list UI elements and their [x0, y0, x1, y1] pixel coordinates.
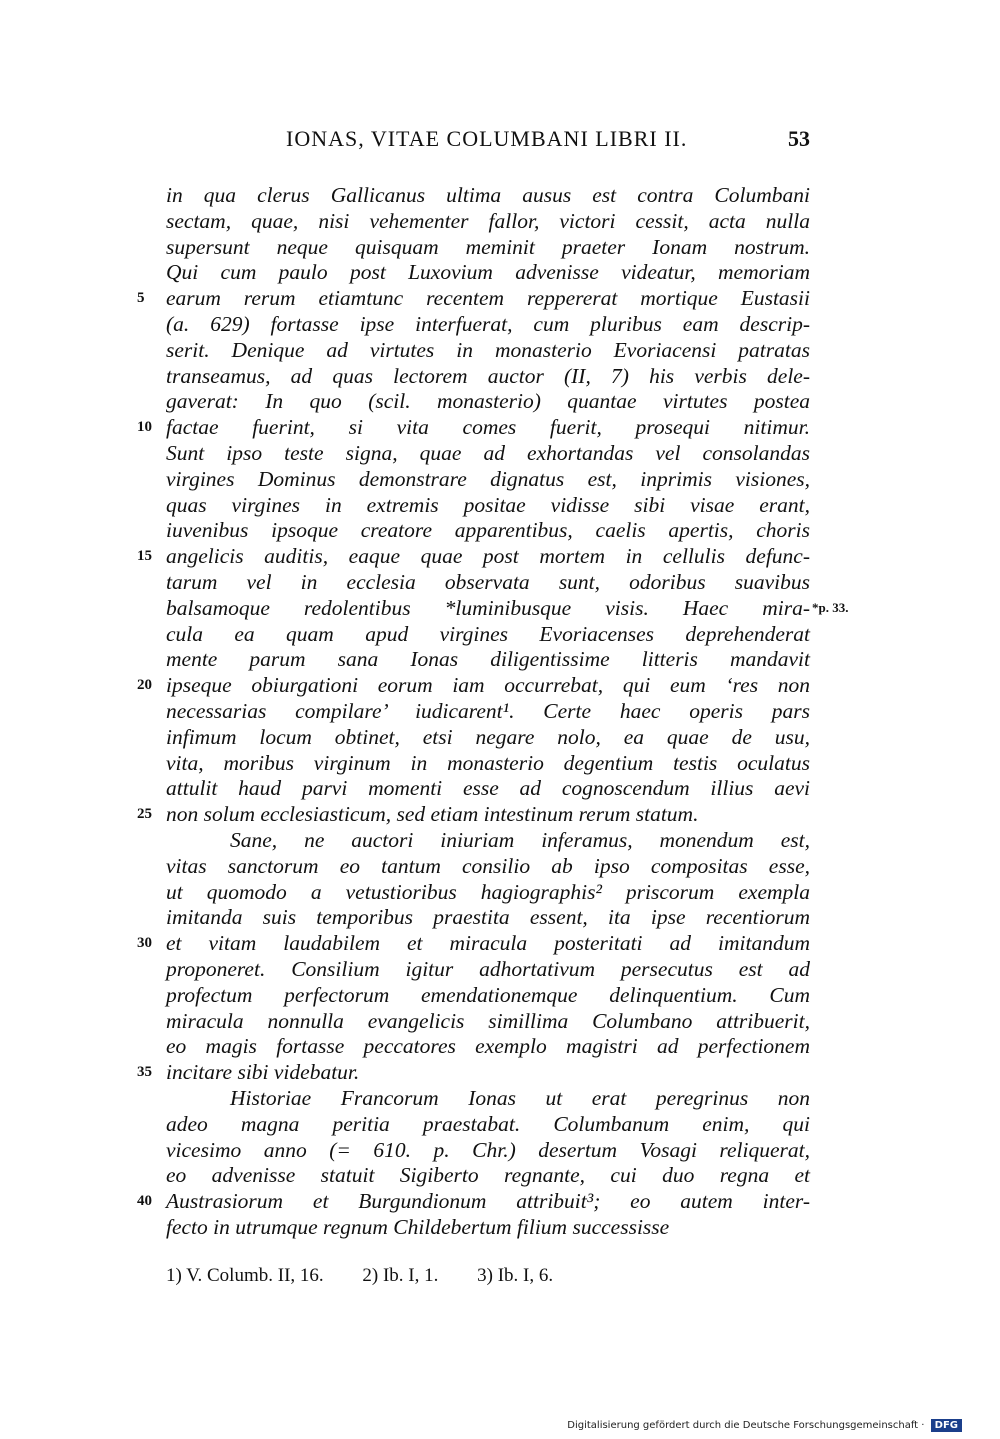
text-line: quas virgines in extremis positae vidisse sibi visae erant,	[166, 492, 810, 517]
text-line: ipseque obiurgationi eorum iam occurrebat, qui eum ‘res non	[166, 673, 810, 698]
text-line: proponeret. Consilium igitur adhortativum persecutus est ad	[166, 957, 810, 981]
line-number: 40	[137, 1193, 152, 1210]
footnote-3: 3) Ib. I, 6.	[477, 1265, 554, 1286]
text-line: eo advenisse statuit Sigiberto regnante, cui duo regna et	[166, 1163, 810, 1188]
text-line: earum rerum etiamtunc recentem reppererat mortique Eustasii	[166, 286, 810, 311]
text-line: virgines Dominus demonstrare dignatus est, inprimis visiones,	[166, 466, 810, 491]
text-line: vicesimo anno (= 610. p. Chr.) desertum Vosagi reliquerat,	[166, 1137, 810, 1162]
text-line: et vitam laudabilem et miracula posteritati ad imitandum	[166, 931, 810, 956]
text-line: Sane, ne auctori iniuriam inferamus, monendum est,	[230, 828, 810, 852]
text-line: in qua clerus Gallicanus ultima ausus est contra Columbani	[166, 183, 810, 207]
text-line: vita, moribus virginum in monasterio degentium testis oculatus	[166, 750, 810, 775]
dfg-logo: DFG	[931, 1419, 962, 1432]
text-line: vitas sanctorum eo tantum consilio ab ipso compositas esse,	[166, 853, 810, 878]
text-line: transeamus, ad quas lectorem auctor (II, 7) his verbis dele-	[166, 363, 810, 388]
text-line: imitanda suis temporibus praestita essent, ita ipse recentiorum	[166, 905, 810, 930]
text-line: miracula nonnulla evangelicis simillima Columbano attribuerit,	[166, 1008, 810, 1033]
line-number: 15	[137, 548, 152, 565]
running-header	[166, 126, 810, 156]
text-line: Sunt ipso teste signa, quae ad exhortandas vel consolandas	[166, 441, 810, 465]
line-number: 20	[137, 677, 152, 694]
text-line: iuvenibus ipsoque creatore apparentibus, caelis apertis, choris	[166, 518, 810, 543]
text-line: cula ea quam apud virgines Evoriacenses deprehenderat	[166, 621, 810, 646]
line-number: 30	[137, 935, 152, 952]
text-line: sectam, quae, nisi vehementer fallor, victori cessit, acta nulla	[166, 208, 810, 233]
credit-text: Digitalisierung gefördert durch die Deutsche Forschungsgemeinschaft	[567, 1420, 919, 1431]
text-line: incitare sibi videbatur.	[166, 1060, 360, 1085]
header-title: IONAS, VITAE COLUMBANI LIBRI II.	[286, 126, 688, 151]
text-line: Austrasiorum et Burgundionum attribuit³; eo autem inter-	[166, 1189, 810, 1214]
text-line: profectum perfectorum emendationemque delinquentium. Cum	[166, 982, 810, 1007]
text-line: ut quomodo a vetustioribus hagiographis² priscorum exempla	[166, 879, 810, 904]
line-number: 35	[137, 1064, 152, 1081]
text-line: serit. Denique ad virtutes in monasterio Evoriacensi patratas	[166, 337, 810, 362]
text-line: (a. 629) fortasse ipse interfuerat, cum pluribus eam descrip-	[166, 312, 810, 336]
digitization-credit: Digitalisierung gefördert durch die Deutsche Forschungsgemeinschaft · DFG	[567, 1419, 962, 1432]
text-line: non solum ecclesiasticum, sed etiam intestinum rerum statum.	[166, 802, 699, 827]
text-line: infimum locum obtinet, etsi negare nolo, ea quae de usu,	[166, 724, 810, 749]
margin-page-reference: *p. 33.	[812, 599, 849, 615]
text-line: factae fuerint, si vita comes fuerit, prosequi nitimur.	[166, 415, 810, 440]
text-line: eo magis fortasse peccatores exemplo magistri ad perfectionem	[166, 1034, 810, 1059]
line-number: 5	[137, 290, 145, 307]
text-line: balsamoque redolentibus *luminibusque visis. Haec mira-	[166, 595, 810, 620]
page-number: 53	[788, 126, 810, 151]
line-number: 25	[137, 806, 152, 823]
text-line: tarum vel in ecclesia observata sunt, odoribus suavibus	[166, 570, 810, 594]
text-line: Qui cum paulo post Luxovium advenisse videatur, memoriam	[166, 260, 810, 285]
footnote-1: 1) V. Columb. II, 16.	[166, 1265, 324, 1286]
text-line: gaverat: In quo (scil. monasterio) quantae virtutes postea	[166, 389, 810, 414]
text-line: fecto in utrumque regnum Childebertum filium successisse	[166, 1215, 670, 1239]
line-number: 10	[137, 419, 152, 436]
text-line: attulit haud parvi momenti esse ad cognoscendum illius aevi	[166, 776, 810, 801]
text-line: Historiae Francorum Ionas ut erat peregrinus non	[230, 1086, 810, 1110]
text-line: supersunt neque quisquam meminit praeter Ionam nostrum.	[166, 234, 810, 259]
footnote-2: 2) Ib. I, 1.	[362, 1265, 439, 1286]
text-line: adeo magna peritia praestabat. Columbanum enim, qui	[166, 1111, 810, 1136]
text-line: necessarias compilare’ iudicarent¹. Certe haec operis pars	[166, 699, 810, 723]
text-line: mente parum sana Ionas diligentissime litteris mandavit	[166, 647, 810, 672]
text-line: angelicis auditis, eaque quae post mortem in cellulis defunc-	[166, 544, 810, 569]
footnotes	[166, 1265, 587, 1287]
